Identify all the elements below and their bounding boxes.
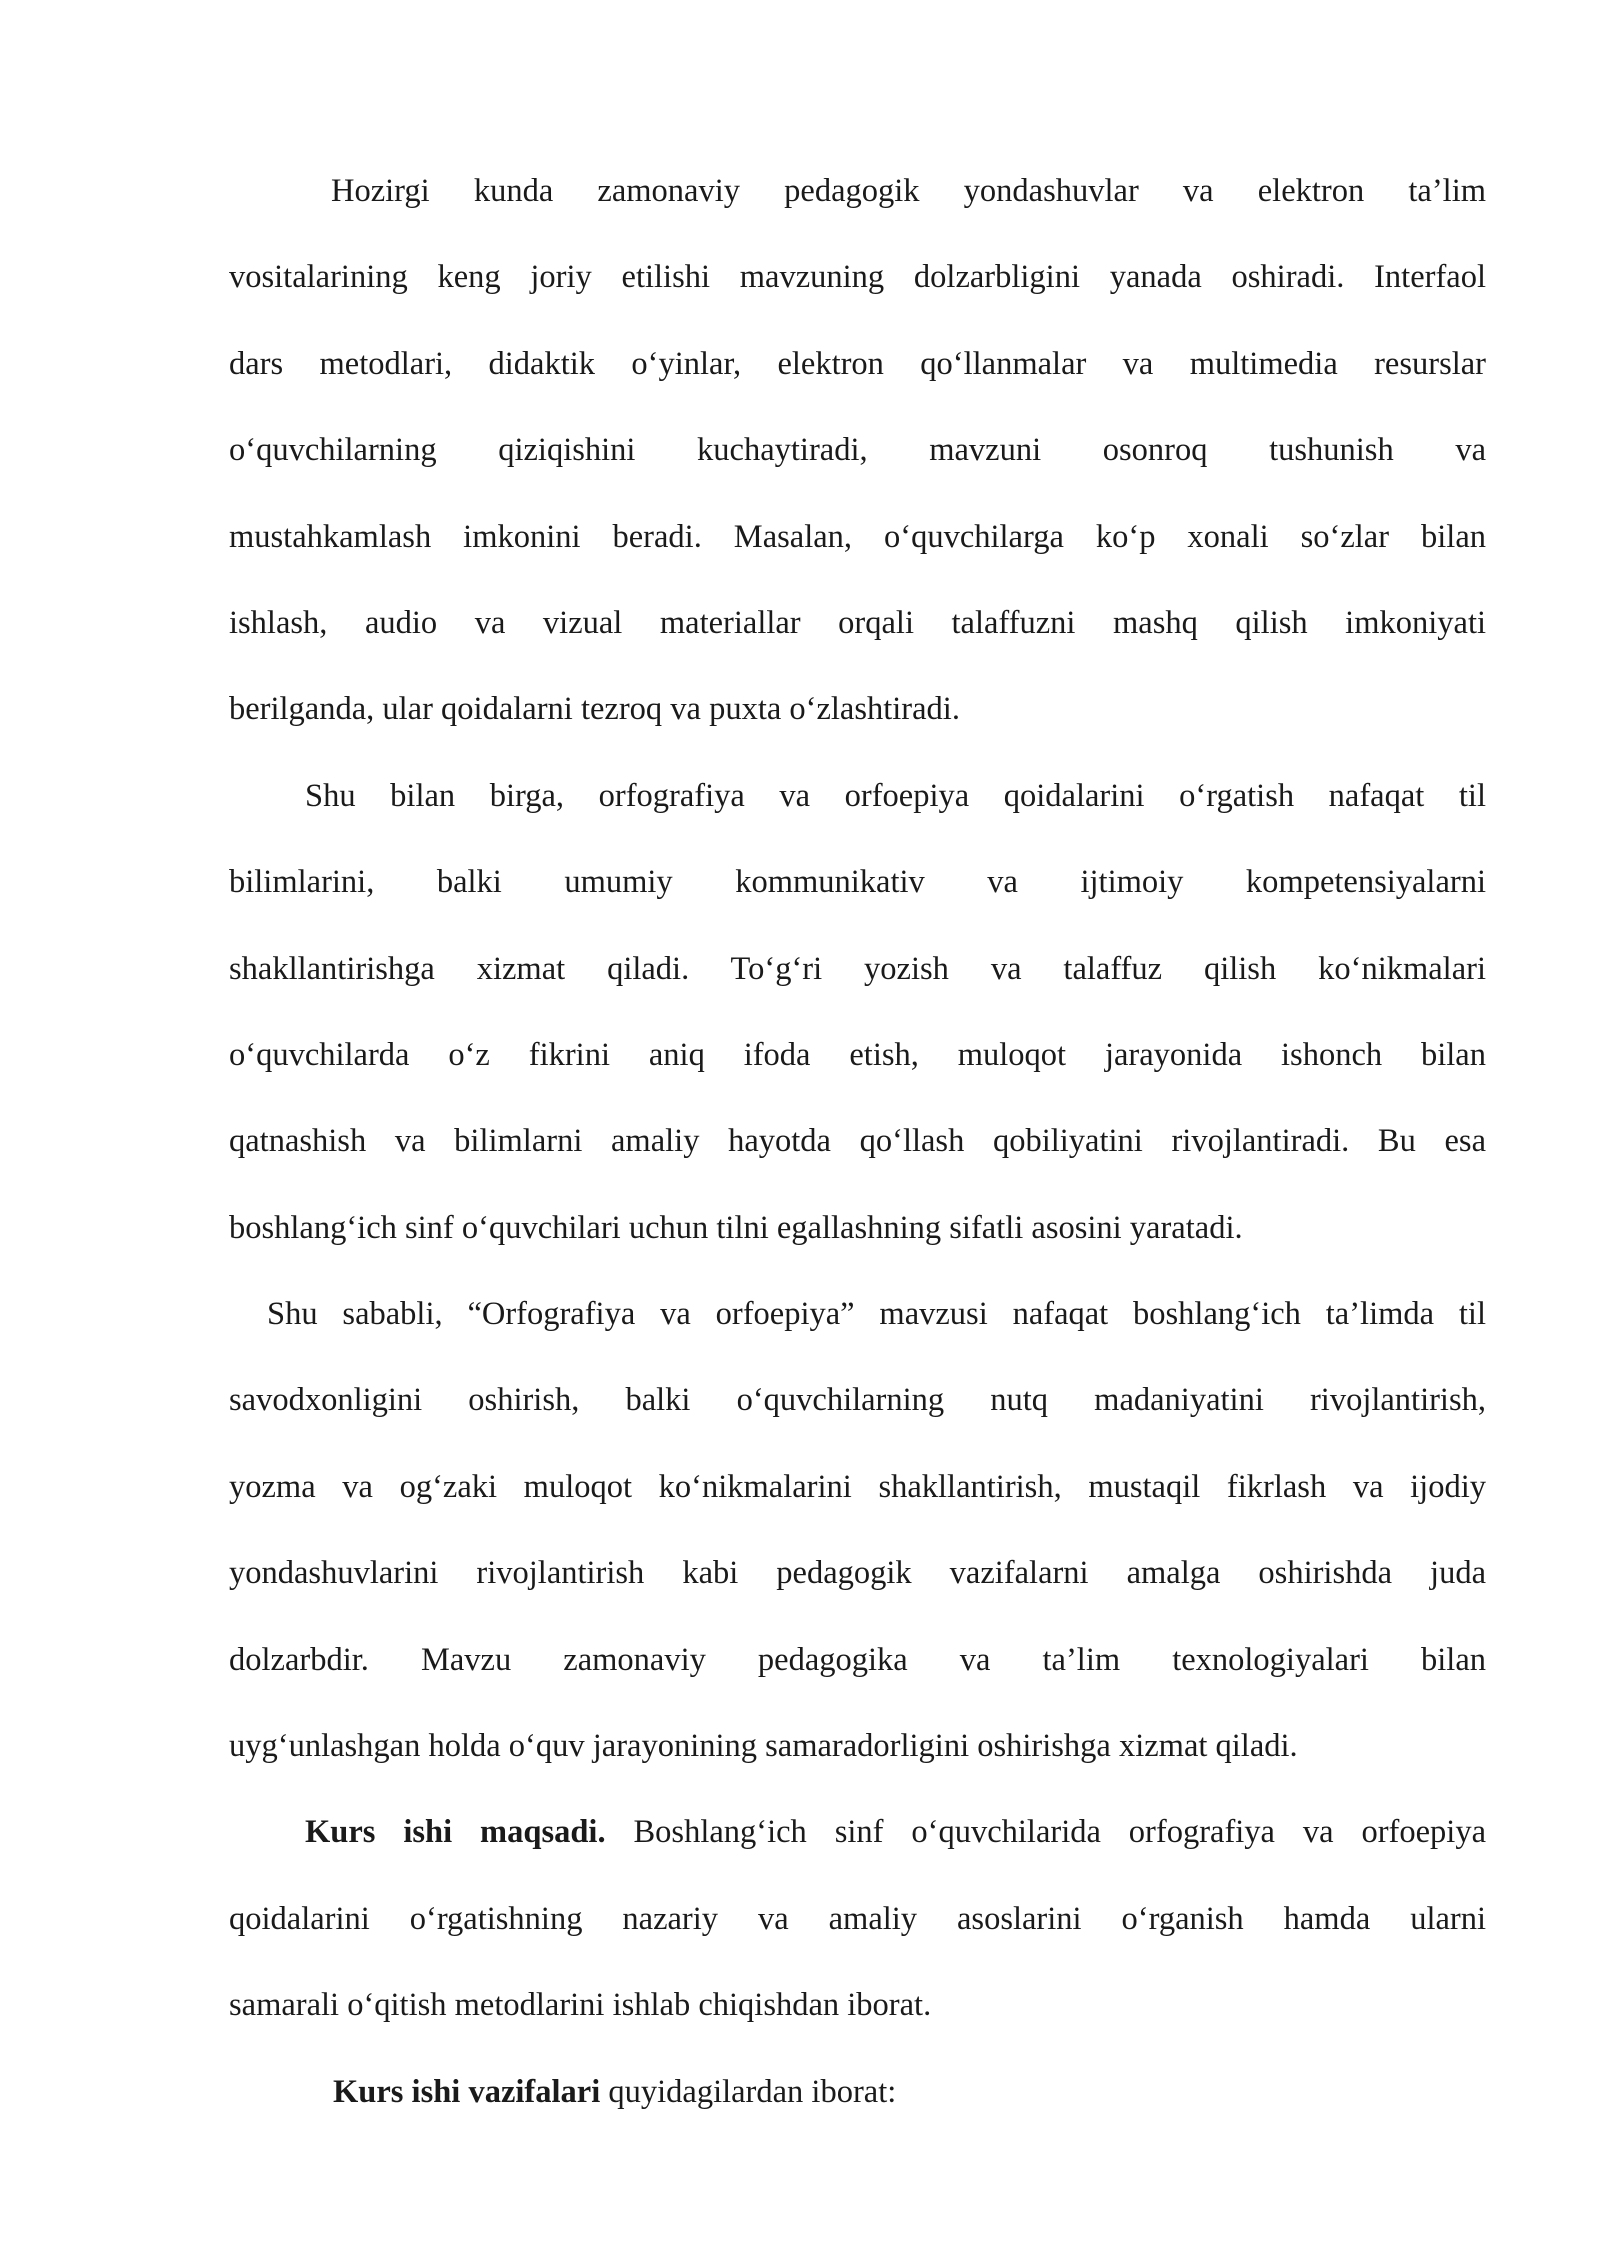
- paragraph: [229, 148, 1486, 753]
- heading-goal: Kurs ishi maqsadi.: [305, 1814, 606, 1851]
- text-line: qoidalarini oʻrgatishning nazariy va amaliy asoslarini oʻrganish hamda ularni: [229, 1900, 1486, 1937]
- text-line: [229, 1789, 1486, 1875]
- text-line: samarali oʻqitish metodlarini ishlab chiqishdan iborat.: [229, 1987, 932, 2024]
- text-line: oʻquvchilarda oʻz fikrini aniq ifoda etish, muloqot jarayonida ishonch bilan: [229, 1036, 1486, 1073]
- text-line: yondashuvlarini rivojlantirish kabi pedagogik vazifalarni amalga oshirishda juda: [229, 1555, 1486, 1592]
- text-line: [229, 2049, 1486, 2135]
- text-line: Shu sababli, “Orfografiya va orfoepiya” mavzusi nafaqat boshlangʻich ta’limda til: [267, 1296, 1486, 1333]
- text-line: shakllantirishga xizmat qiladi. Toʻgʻri yozish va talaffuz qilish koʻnikmalari: [229, 950, 1486, 987]
- text-line: qatnashish va bilimlarni amaliy hayotda qoʻllash qobiliyatini rivojlantiradi. Bu esa: [229, 1123, 1486, 1160]
- text-run: quyidagilardan iborat:: [600, 2073, 897, 2110]
- text-line: uygʻunlashgan holda oʻquv jarayonining samaradorligini oshirishga xizmat qiladi.: [229, 1728, 1298, 1765]
- text-line: mustahkamlash imkonini beradi. Masalan, oʻquvchilarga koʻp xonali soʻzlar bilan: [229, 518, 1486, 555]
- text-line: dolzarbdir. Mavzu zamonaviy pedagogika va ta’lim texnologiyalari bilan: [229, 1641, 1486, 1678]
- text-run: Boshlangʻich sinf oʻquvchilarida orfografiya va orfoepiya: [605, 1814, 1487, 1851]
- text-line: ishlash, audio va vizual materiallar orqali talaffuzni mashq qilish imkoniyati: [229, 604, 1486, 641]
- text-line: Shu bilan birga, orfografiya va orfoepiya qoidalarini oʻrgatish nafaqat til: [305, 777, 1486, 814]
- heading-tasks: Kurs ishi vazifalari: [333, 2073, 601, 2110]
- paragraph: [229, 2049, 1486, 2135]
- text-line: dars metodlari, didaktik oʻyinlar, elektron qoʻllanmalar va multimedia resurslar: [229, 345, 1486, 382]
- paragraph: [229, 1789, 1486, 2048]
- paragraph: [229, 753, 1486, 1271]
- text-line: yozma va ogʻzaki muloqot koʻnikmalarini shakllantirish, mustaqil fikrlash va ijodiy: [229, 1468, 1486, 1505]
- body-text: [229, 148, 1486, 2135]
- text-line: oʻquvchilarning qiziqishini kuchaytiradi, mavzuni osonroq tushunish va: [229, 432, 1486, 469]
- text-line: boshlangʻich sinf oʻquvchilari uchun tilni egallashning sifatli asosini yaratadi.: [229, 1209, 1243, 1246]
- paragraph: [229, 1271, 1486, 1789]
- text-line: berilganda, ular qoidalarni tezroq va puxta oʻzlashtiradi.: [229, 691, 960, 728]
- text-line: bilimlarini, balki umumiy kommunikativ va ijtimoiy kompetensiyalarni: [229, 864, 1486, 901]
- text-line: savodxonligini oshirish, balki oʻquvchilarning nutq madaniyatini rivojlantirish,: [229, 1382, 1486, 1419]
- text-line: vositalarining keng joriy etilishi mavzuning dolzarbligini yanada oshiradi. Interfaol: [229, 259, 1486, 296]
- text-line: Hozirgi kunda zamonaviy pedagogik yondashuvlar va elektron ta’lim: [331, 173, 1486, 209]
